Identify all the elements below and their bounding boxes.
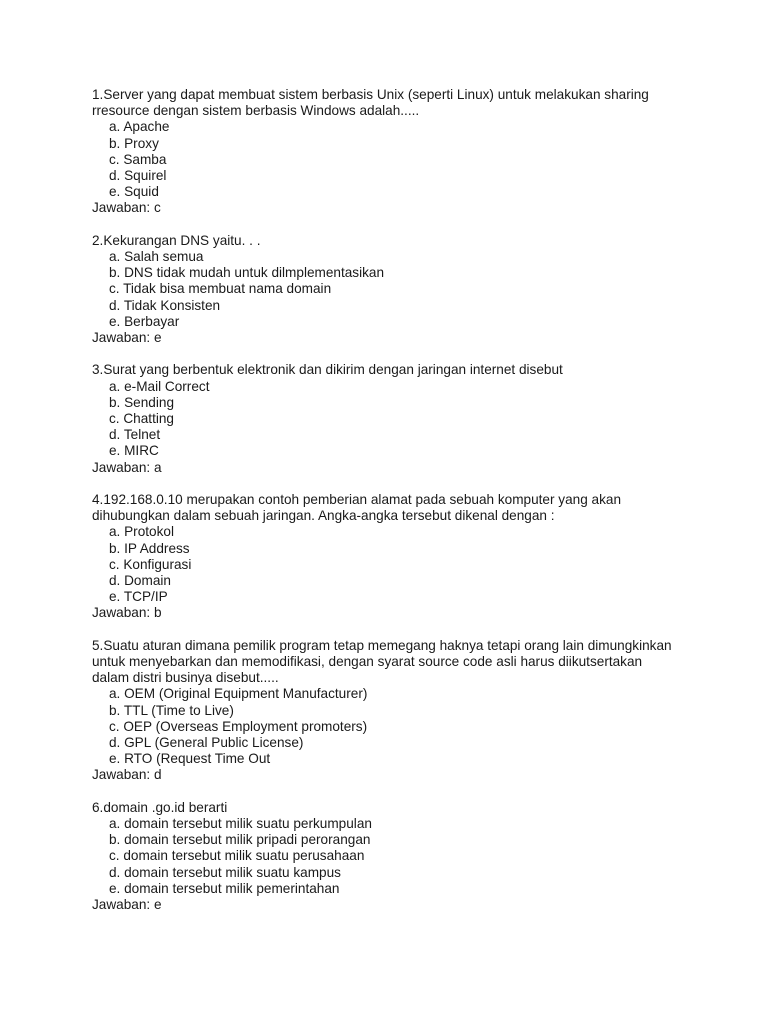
question-block: [92, 87, 682, 217]
question-block: [92, 362, 682, 475]
question-block: [92, 492, 682, 622]
option-item: b. Sending: [109, 394, 175, 410]
option-item: c. domain tersebut milik suatu perusahaan: [109, 848, 365, 864]
option-item: e. TCP/IP: [109, 589, 168, 605]
option-item: a. domain tersebut milik suatu perkumpulan: [109, 816, 372, 832]
answer-text: Jawaban: e: [92, 330, 162, 346]
option-list: [92, 249, 682, 330]
option-item: a. Apache: [109, 119, 170, 135]
option-item: e. Berbayar: [109, 313, 180, 329]
quiz-content: [92, 87, 682, 929]
option-list: [92, 686, 682, 767]
option-item: c. Chatting: [109, 411, 174, 427]
question-block: [92, 638, 682, 784]
option-item: e. Squid: [109, 184, 159, 200]
question-text: 2.Kekurangan DNS yaitu. . .: [92, 232, 261, 248]
answer-text: Jawaban: a: [92, 459, 162, 475]
question-text: 4.192.168.0.10 merupakan contoh pemberian alamat pada sebuah komputer yang akan dihubungkan dalam sebuah jaringan. Angka-angka tersebut dikenal dengan :: [92, 492, 622, 524]
option-item: d. Domain: [109, 573, 171, 589]
question-text: 3.Surat yang berbentuk elektronik dan dikirim dengan jaringan internet disebut: [92, 362, 563, 378]
option-item: d. GPL (General Public License): [109, 735, 304, 751]
option-item: a. e-Mail Correct: [109, 378, 210, 394]
option-item: c. Samba: [109, 151, 167, 167]
option-item: b. IP Address: [109, 540, 190, 556]
option-list: [92, 816, 682, 897]
option-item: d. Tidak Konsisten: [109, 297, 221, 313]
option-item: c. Tidak bisa membuat nama domain: [109, 281, 332, 297]
option-item: b. TTL (Time to Live): [109, 702, 234, 718]
answer-text: Jawaban: d: [92, 767, 162, 783]
question-text: 1.Server yang dapat membuat sistem berbasis Unix (seperti Linux) untuk melakukan sharing rresource dengan sistem berbasis Windows adalah.....: [92, 87, 649, 119]
option-item: b. Proxy: [109, 135, 159, 151]
question-block: [92, 800, 682, 913]
option-list: [92, 119, 682, 200]
answer-text: Jawaban: c: [92, 200, 161, 216]
option-item: d. Telnet: [109, 427, 161, 443]
option-item: a. Salah semua: [109, 249, 204, 265]
option-item: c. OEP (Overseas Employment promoters): [109, 718, 368, 734]
question-block: [92, 233, 682, 346]
question-text: 5.Suatu aturan dimana pemilik program tetap memegang haknya tetapi orang lain dimungkinkan untuk menyebarkan dan memodifikasi, dengan syarat source code asli harus diikutsertakan dalam distri businya disebut.....: [92, 637, 672, 686]
option-item: e. MIRC: [109, 443, 159, 459]
option-item: a. OEM (Original Equipment Manufacturer): [109, 686, 368, 702]
answer-text: Jawaban: b: [92, 605, 162, 621]
option-list: [92, 379, 682, 460]
option-item: a. Protokol: [109, 524, 174, 540]
option-item: b. domain tersebut milik pripadi perorangan: [109, 832, 371, 848]
option-item: e. domain tersebut milik pemerintahan: [109, 880, 340, 896]
option-item: e. RTO (Request Time Out: [109, 751, 271, 767]
option-item: d. Squirel: [109, 168, 167, 184]
option-item: b. DNS tidak mudah untuk dilmplementasikan: [109, 265, 385, 281]
option-item: c. Konfigurasi: [109, 556, 192, 572]
question-text: 6.domain .go.id berarti: [92, 799, 228, 815]
option-item: d. domain tersebut milik suatu kampus: [109, 864, 341, 880]
answer-text: Jawaban: e: [92, 897, 162, 913]
option-list: [92, 524, 682, 605]
